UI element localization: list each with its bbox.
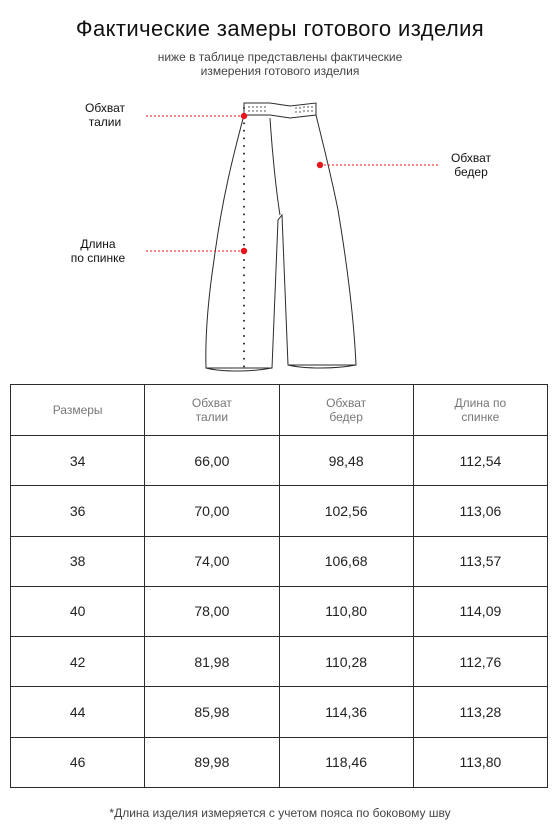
cell-hips: 118,46: [279, 737, 413, 787]
back-length-callout-label: Длина по спинке: [70, 237, 126, 265]
table-row: [11, 637, 548, 687]
header-size: Размеры: [11, 385, 145, 436]
cell-size: 34: [11, 436, 145, 486]
cell-waist: 78,00: [145, 586, 279, 636]
length-dot: [243, 107, 245, 109]
table-row: [11, 536, 548, 586]
length-dot: [243, 289, 245, 291]
cell-back-length: 113,57: [413, 536, 547, 586]
cell-hips: 106,68: [279, 536, 413, 586]
cell-back-length: 113,06: [413, 486, 547, 536]
table-header-row: [11, 385, 548, 436]
length-dot: [243, 305, 245, 307]
page-title: Фактические замеры готового изделия: [75, 16, 485, 41]
waistband-stitching: [248, 106, 312, 112]
cell-back-length: 112,76: [413, 637, 547, 687]
cell-hips: 98,48: [279, 436, 413, 486]
cell-size: 36: [11, 486, 145, 536]
cell-hips: 114,36: [279, 687, 413, 737]
length-dot: [243, 350, 245, 352]
cell-hips: 110,28: [279, 637, 413, 687]
cell-hips: 110,80: [279, 586, 413, 636]
length-dot: [243, 259, 245, 261]
length-dot: [243, 229, 245, 231]
length-dot: [243, 267, 245, 269]
length-dot: [243, 130, 245, 132]
length-dot: [243, 282, 245, 284]
cell-size: 44: [11, 687, 145, 737]
length-dot: [243, 213, 245, 215]
cell-size: 42: [11, 637, 145, 687]
length-dot: [243, 335, 245, 337]
waistband: [244, 103, 316, 118]
hips-marker: [317, 162, 323, 168]
table-row: [11, 586, 548, 636]
hips-callout-label: Обхват бедер: [451, 151, 491, 179]
length-dot: [243, 191, 245, 193]
cell-back-length: 114,09: [413, 586, 547, 636]
cell-size: 46: [11, 737, 145, 787]
length-dot: [243, 297, 245, 299]
table-row: [11, 486, 548, 536]
length-dot: [243, 358, 245, 360]
cell-waist: 70,00: [145, 486, 279, 536]
waist-marker: [241, 113, 247, 119]
cell-size: 40: [11, 586, 145, 636]
length-dot: [243, 320, 245, 322]
cell-waist: 89,98: [145, 737, 279, 787]
cell-waist: 66,00: [145, 436, 279, 486]
back-length-dotted-line: [243, 107, 245, 367]
length-dot: [243, 274, 245, 276]
cell-back-length: 113,80: [413, 737, 547, 787]
length-dot: [243, 145, 245, 147]
footnote: *Длина изделия измеряется с учетом пояса по боковому шву: [109, 806, 451, 820]
length-dot: [243, 206, 245, 208]
cell-back-length: 113,28: [413, 687, 547, 737]
length-dot: [243, 221, 245, 223]
header-back-length: Длина по спинке: [413, 385, 547, 436]
table-row: [11, 737, 548, 787]
header-waist: Обхват талии: [145, 385, 279, 436]
length-dot: [243, 137, 245, 139]
table-row: [11, 436, 548, 486]
page-subtitle: ниже в таблице представлены фактические измерения готового изделия: [157, 50, 403, 78]
cell-waist: 85,98: [145, 687, 279, 737]
length-dot: [243, 327, 245, 329]
length-dot: [243, 175, 245, 177]
length-dot: [243, 183, 245, 185]
length-dot: [243, 168, 245, 170]
pants-outline: [206, 115, 356, 368]
length-dot: [243, 365, 245, 367]
pants-diagram: [0, 0, 560, 380]
length-dot: [243, 153, 245, 155]
waist-callout-label: Обхват талии: [85, 101, 125, 129]
length-dot: [243, 122, 245, 124]
cell-waist: 81,98: [145, 637, 279, 687]
length-dot: [243, 198, 245, 200]
cell-size: 38: [11, 536, 145, 586]
cell-hips: 102,56: [279, 486, 413, 536]
cell-waist: 74,00: [145, 536, 279, 586]
length-dot: [243, 160, 245, 162]
measurements-table: [10, 384, 548, 788]
length-dot: [243, 343, 245, 345]
length-dot: [243, 312, 245, 314]
length-marker: [241, 248, 247, 254]
cell-back-length: 112,54: [413, 436, 547, 486]
header-hips: Обхват бедер: [279, 385, 413, 436]
length-dot: [243, 244, 245, 246]
length-dot: [243, 236, 245, 238]
table-row: [11, 687, 548, 737]
